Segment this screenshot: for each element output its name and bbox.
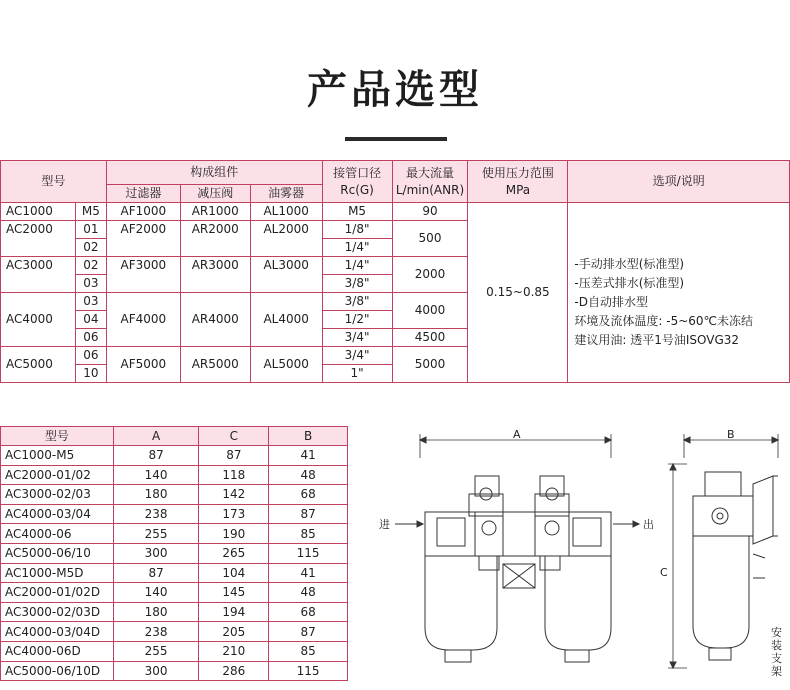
lubricator-cell: AL1000 <box>250 203 322 221</box>
dimension-row <box>1 622 348 642</box>
port-cell: 3/4" <box>322 329 392 347</box>
c-cell: 104 <box>199 563 269 583</box>
inlet-label: 进 <box>379 518 390 531</box>
a-cell: 238 <box>113 504 199 524</box>
c-cell: 173 <box>199 504 269 524</box>
filter-cell: AF5000 <box>106 347 180 383</box>
code-cell: 06 <box>75 347 106 365</box>
regulator-cell: AR4000 <box>180 293 250 347</box>
header-regulator: 减压阀 <box>180 185 250 203</box>
model-cell: AC3000 <box>1 257 76 293</box>
model-cell: AC4000-03/04 <box>1 504 114 524</box>
code-cell: 04 <box>75 311 106 329</box>
code-cell: 02 <box>75 239 106 257</box>
c-cell: 190 <box>199 524 269 544</box>
b-cell: 68 <box>269 602 348 622</box>
header-pressure: 使用压力范围 MPa <box>468 161 568 203</box>
regulator-cell: AR1000 <box>180 203 250 221</box>
code-cell: 01 <box>75 221 106 239</box>
port-cell: 3/8" <box>322 293 392 311</box>
code-cell: 10 <box>75 365 106 383</box>
header-model: 型号 <box>1 427 114 446</box>
flow-cell: 90 <box>392 203 468 221</box>
b-cell: 87 <box>269 622 348 642</box>
b-cell: 85 <box>269 524 348 544</box>
regulator-cell: AR2000 <box>180 221 250 257</box>
c-cell: 205 <box>199 622 269 642</box>
c-cell: 87 <box>199 446 269 466</box>
outlet-label: 出 <box>643 518 654 531</box>
c-cell: 265 <box>199 543 269 563</box>
header-b: B <box>269 427 348 446</box>
b-cell: 41 <box>269 563 348 583</box>
c-cell: 210 <box>199 641 269 661</box>
code-cell: 06 <box>75 329 106 347</box>
note-line: 环境及流体温度: -5~60℃未冻结 <box>574 314 753 328</box>
header-port: 接管口径 Rc(G) <box>322 161 392 203</box>
b-cell: 115 <box>269 543 348 563</box>
a-cell: 300 <box>113 543 199 563</box>
dimension-a-label: A <box>513 428 521 441</box>
note-line: -压差式排水(标准型) <box>574 276 685 290</box>
model-cell: AC2000 <box>1 221 76 257</box>
b-cell: 115 <box>269 661 348 681</box>
dimension-header-row <box>1 427 348 446</box>
filter-cell: AF1000 <box>106 203 180 221</box>
dimension-row <box>1 661 348 681</box>
dimension-b-label: B <box>727 428 735 441</box>
spec-table <box>0 160 790 383</box>
page-title: 产品选型 <box>307 67 483 113</box>
model-cell: AC1000-M5D <box>1 563 114 583</box>
a-cell: 180 <box>113 485 199 505</box>
c-cell: 118 <box>199 465 269 485</box>
port-cell: 1/8" <box>322 221 392 239</box>
model-cell: AC1000 <box>1 203 76 221</box>
a-cell: 255 <box>113 641 199 661</box>
product-drawing <box>375 428 790 690</box>
code-cell: M5 <box>75 203 106 221</box>
flow-cell: 4500 <box>392 329 468 347</box>
c-cell: 142 <box>199 485 269 505</box>
filter-cell: AF2000 <box>106 221 180 257</box>
dimension-c-label: C <box>660 566 668 579</box>
pressure-cell: 0.15~0.85 <box>468 203 568 383</box>
c-cell: 286 <box>199 661 269 681</box>
model-cell: AC4000-06 <box>1 524 114 544</box>
dimension-row <box>1 543 348 563</box>
model-cell: AC5000-06/10 <box>1 543 114 563</box>
table-row <box>1 203 790 221</box>
note-line: -手动排水型(标准型) <box>574 257 685 271</box>
model-cell: AC2000-01/02D <box>1 583 114 603</box>
note-line: -D自动排水型 <box>574 295 648 309</box>
dimension-row <box>1 465 348 485</box>
port-cell: M5 <box>322 203 392 221</box>
b-cell: 87 <box>269 504 348 524</box>
a-cell: 87 <box>113 446 199 466</box>
flow-cell: 500 <box>392 221 468 257</box>
lubricator-cell: AL3000 <box>250 257 322 293</box>
bracket-label: 安装支架 <box>771 626 782 678</box>
header-c: C <box>199 427 269 446</box>
code-cell: 02 <box>75 257 106 275</box>
flow-cell: 2000 <box>392 257 468 293</box>
lubricator-cell: AL4000 <box>250 293 322 347</box>
b-cell: 68 <box>269 485 348 505</box>
a-cell: 87 <box>113 563 199 583</box>
dimension-row <box>1 485 348 505</box>
filter-cell: AF3000 <box>106 257 180 293</box>
b-cell: 48 <box>269 465 348 485</box>
model-cell: AC3000-02/03 <box>1 485 114 505</box>
a-cell: 238 <box>113 622 199 642</box>
header-components: 构成组件 <box>106 161 322 185</box>
header-lubricator: 油雾器 <box>250 185 322 203</box>
dimension-row <box>1 602 348 622</box>
c-cell: 194 <box>199 602 269 622</box>
header-a: A <box>113 427 199 446</box>
regulator-cell: AR3000 <box>180 257 250 293</box>
b-cell: 41 <box>269 446 348 466</box>
model-cell: AC2000-01/02 <box>1 465 114 485</box>
lubricator-cell: AL5000 <box>250 347 322 383</box>
code-cell: 03 <box>75 275 106 293</box>
lubricator-cell: AL2000 <box>250 221 322 257</box>
dimension-row <box>1 563 348 583</box>
model-cell: AC5000-06/10D <box>1 661 114 681</box>
a-cell: 180 <box>113 602 199 622</box>
model-cell: AC1000-M5 <box>1 446 114 466</box>
regulator-cell: AR5000 <box>180 347 250 383</box>
b-cell: 85 <box>269 641 348 661</box>
port-cell: 3/4" <box>322 347 392 365</box>
model-cell: AC4000-06D <box>1 641 114 661</box>
dimension-row <box>1 641 348 661</box>
header-filter: 过滤器 <box>106 185 180 203</box>
port-cell: 3/8" <box>322 275 392 293</box>
code-cell: 03 <box>75 293 106 311</box>
model-cell: AC4000-03/04D <box>1 622 114 642</box>
header-model: 型号 <box>1 161 107 203</box>
flow-cell: 5000 <box>392 347 468 383</box>
port-cell: 1/2" <box>322 311 392 329</box>
note-line: 建议用油: 透平1号油ISOVG32 <box>574 333 740 347</box>
model-cell: AC3000-02/03D <box>1 602 114 622</box>
filter-cell: AF4000 <box>106 293 180 347</box>
dimension-row <box>1 446 348 466</box>
dimension-row <box>1 504 348 524</box>
dimension-body <box>1 446 348 681</box>
a-cell: 140 <box>113 583 199 603</box>
header-flow: 最大流量 L/min(ANR) <box>392 161 468 203</box>
a-cell: 300 <box>113 661 199 681</box>
port-cell: 1" <box>322 365 392 383</box>
header-options: 选项/说明 <box>568 161 790 203</box>
flow-cell: 4000 <box>392 293 468 329</box>
title-underline <box>345 137 447 141</box>
model-cell: AC5000 <box>1 347 76 383</box>
a-cell: 140 <box>113 465 199 485</box>
model-cell: AC4000 <box>1 293 76 347</box>
dimension-row <box>1 583 348 603</box>
dimension-row <box>1 524 348 544</box>
c-cell: 145 <box>199 583 269 603</box>
dimension-table <box>0 426 348 681</box>
notes-cell <box>568 203 790 383</box>
port-cell: 1/4" <box>322 239 392 257</box>
b-cell: 48 <box>269 583 348 603</box>
a-cell: 255 <box>113 524 199 544</box>
port-cell: 1/4" <box>322 257 392 275</box>
